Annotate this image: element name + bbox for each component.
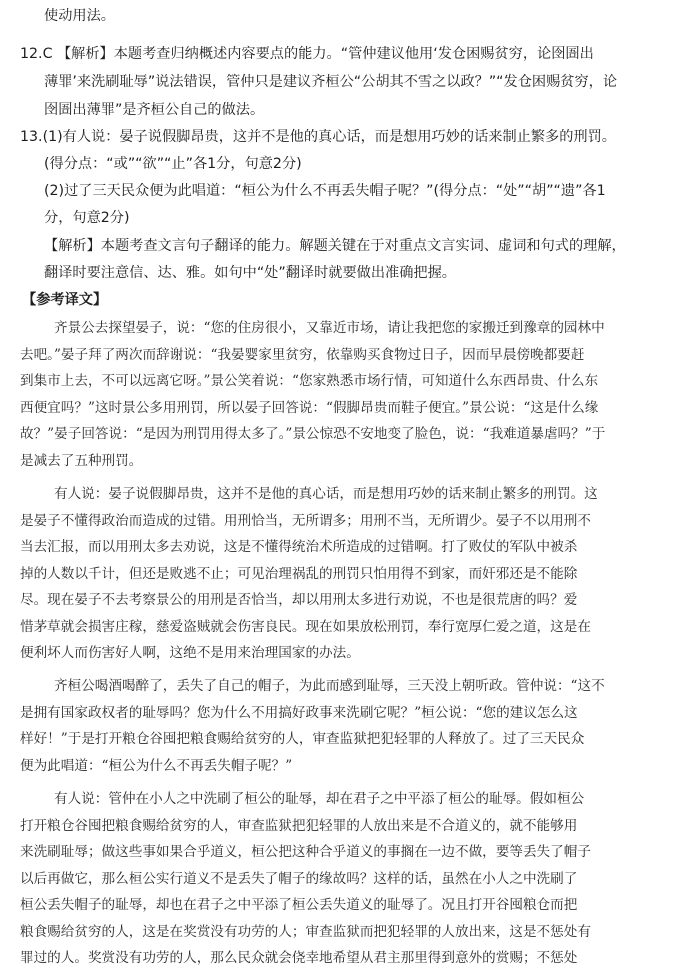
translation-line: 齐景公去探望晏子，说：“您的住房很小，又靠近市场，请让我把您的家搬迁到豫章的园林中 bbox=[54, 320, 605, 336]
translation-line: 故？”晏子回答说：“是因为刑罚用得太多了。”景公惊恐不安地变了脸色，说：“我难道暴虐吗？”于 bbox=[20, 426, 606, 442]
answer-13-line-4: 分，句意2分) bbox=[44, 210, 130, 226]
translation-line: 是拥有国家政权者的耻辱吗？您为什么不用搞好政事来洗刷它呢？”桓公说：“您的建议怎么这 bbox=[20, 705, 578, 721]
translation-line: 以后再做它，那么桓公实行道义不是丢失了帽子的缘故吗？这样的话，虽然在小人之中洗刷了 bbox=[20, 871, 578, 887]
translation-line: 有人说：晏子说假脚昂贵，这并不是他的真心话，而是想用巧妙的话来制止繁多的刑罚。这 bbox=[54, 486, 598, 502]
translation-line: 去吧。”晏子拜了两次而辞谢说：“我晏婴家里贫穷，依靠购买食物过日子，因而早晨傍晚都要赶 bbox=[20, 347, 585, 363]
translation-line: 尽。现在晏子不去考察景公的用刑是否恰当，却以用刑太多进行劝说，不也是很荒唐的吗？爱 bbox=[20, 592, 578, 608]
answer-13-analysis-line-2: 翻译时要注意信、达、雅。如句中“处”翻译时就要做出准确把握。 bbox=[44, 265, 456, 281]
translation-line: 桓公丢失帽子的耻辱，却也在君子之中平添了桓公丢失道义的耻辱了。况且打开谷囤粮仓而把 bbox=[20, 897, 578, 913]
answer-13-analysis-line-1: 【解析】本题考查文言句子翻译的能力。解题关键在于对重点文言实词、虚词和句式的理解， bbox=[44, 238, 626, 254]
answer-12-line-1: 12.C 【解析】本题考查归纳概述内容要点的能力。“管仲建议他用‘发仓困赐贫穷，论囹圄出 bbox=[20, 46, 594, 62]
translation-line: 是减去了五种刑罚。 bbox=[20, 453, 143, 469]
translation-line: 惜茅草就会损害庄稼，慈爱盗贼就会伤害良民。现在如果放松刑罚，奉行宽厚仁爱之道，这是在 bbox=[20, 619, 591, 635]
answer-line-continuation: 使动用法。 bbox=[44, 8, 115, 24]
translation-line: 便利坏人而伤害好人啊，这绝不是用来治理国家的办法。 bbox=[20, 645, 360, 661]
translation-line: 罪过的人。奖赏没有功劳的人，那么民众就会侥幸地希望从君主那里得到意外的赏赐；不惩处 bbox=[20, 950, 578, 966]
answer-12-line-2: 薄罪’来洗刷耻辱”说法错误，管仲只是建议齐桓公“公胡其不雪之以政？”“发仓困赐贫穷，论 bbox=[44, 74, 618, 90]
translation-line: 到集市上去，不可以远离它呀。”景公笑着说：“您家熟悉市场行情，可知道什么东西昂贵、什么东 bbox=[20, 373, 599, 389]
translation-line: 打开粮仓谷囤把粮食赐给贫穷的人，审查监狱把犯轻罪的人放出来是不合道义的，就不能够用 bbox=[20, 818, 578, 834]
answer-13-line-2: (得分点：“或”“欲”“止”各1分，句意2分) bbox=[44, 156, 302, 172]
translation-line: 有人说：管仲在小人之中洗刷了桓公的耻辱，却在君子之中平添了桓公的耻辱。假如桓公 bbox=[54, 791, 585, 807]
reference-translation-heading: 【参考译文】 bbox=[22, 292, 108, 308]
translation-line: 便为此唱道：“桓公为什么不再丢失帽子呢？” bbox=[20, 758, 293, 774]
translation-line: 西便宜吗？”这时景公多用刑罚，所以晏子回答说：“假脚昂贵而鞋子便宜。”景公说：“这是什么缘 bbox=[20, 400, 599, 416]
translation-line: 来洗刷耻辱；做这些事如果合乎道义，桓公把这种合乎道义的事搁在一边不做，要等丢失了帽子 bbox=[20, 844, 591, 860]
translation-line: 掉的人数以千计，但还是败逃不止；可见治理祸乱的刑罚只怕用得不到家，而奸邪还是不能除 bbox=[20, 566, 578, 582]
translation-line: 粮食赐给贫穷的人，这是在奖赏没有功劳的人；审查监狱而把犯轻罪的人放出来，这是不惩处有 bbox=[20, 924, 591, 940]
answer-12-line-3: 囹圄出薄罪”是齐桓公自己的做法。 bbox=[44, 102, 265, 118]
translation-line: 齐桓公喝酒喝醉了，丢失了自己的帽子，为此而感到耻辱，三天没上朝听政。管仲说：“这不 bbox=[54, 678, 605, 694]
translation-line: 是晏子不懂得政治而造成的过错。用刑恰当，无所谓多；用刑不当，无所谓少。晏子不以用刑不 bbox=[20, 513, 591, 529]
answer-13-line-1: 13.(1)有人说：晏子说假脚昂贵，这并不是他的真心话，而是想用巧妙的话来制止繁多的刑罚。 bbox=[20, 129, 616, 145]
translation-line: 当去汇报，而以用刑太多去劝说，这是不懂得统治术所造成的过错啊。打了败仗的军队中被杀 bbox=[20, 539, 578, 555]
answer-13-line-3: (2)过了三天民众便为此唱道：“桓公为什么不再丢失帽子呢？”(得分点：“处”“胡”“遗”各1 bbox=[44, 183, 606, 199]
translation-line: 样好！”于是打开粮仓谷囤把粮食赐给贫穷的人，审查监狱把犯轻罪的人释放了。过了三天民众 bbox=[20, 731, 585, 747]
